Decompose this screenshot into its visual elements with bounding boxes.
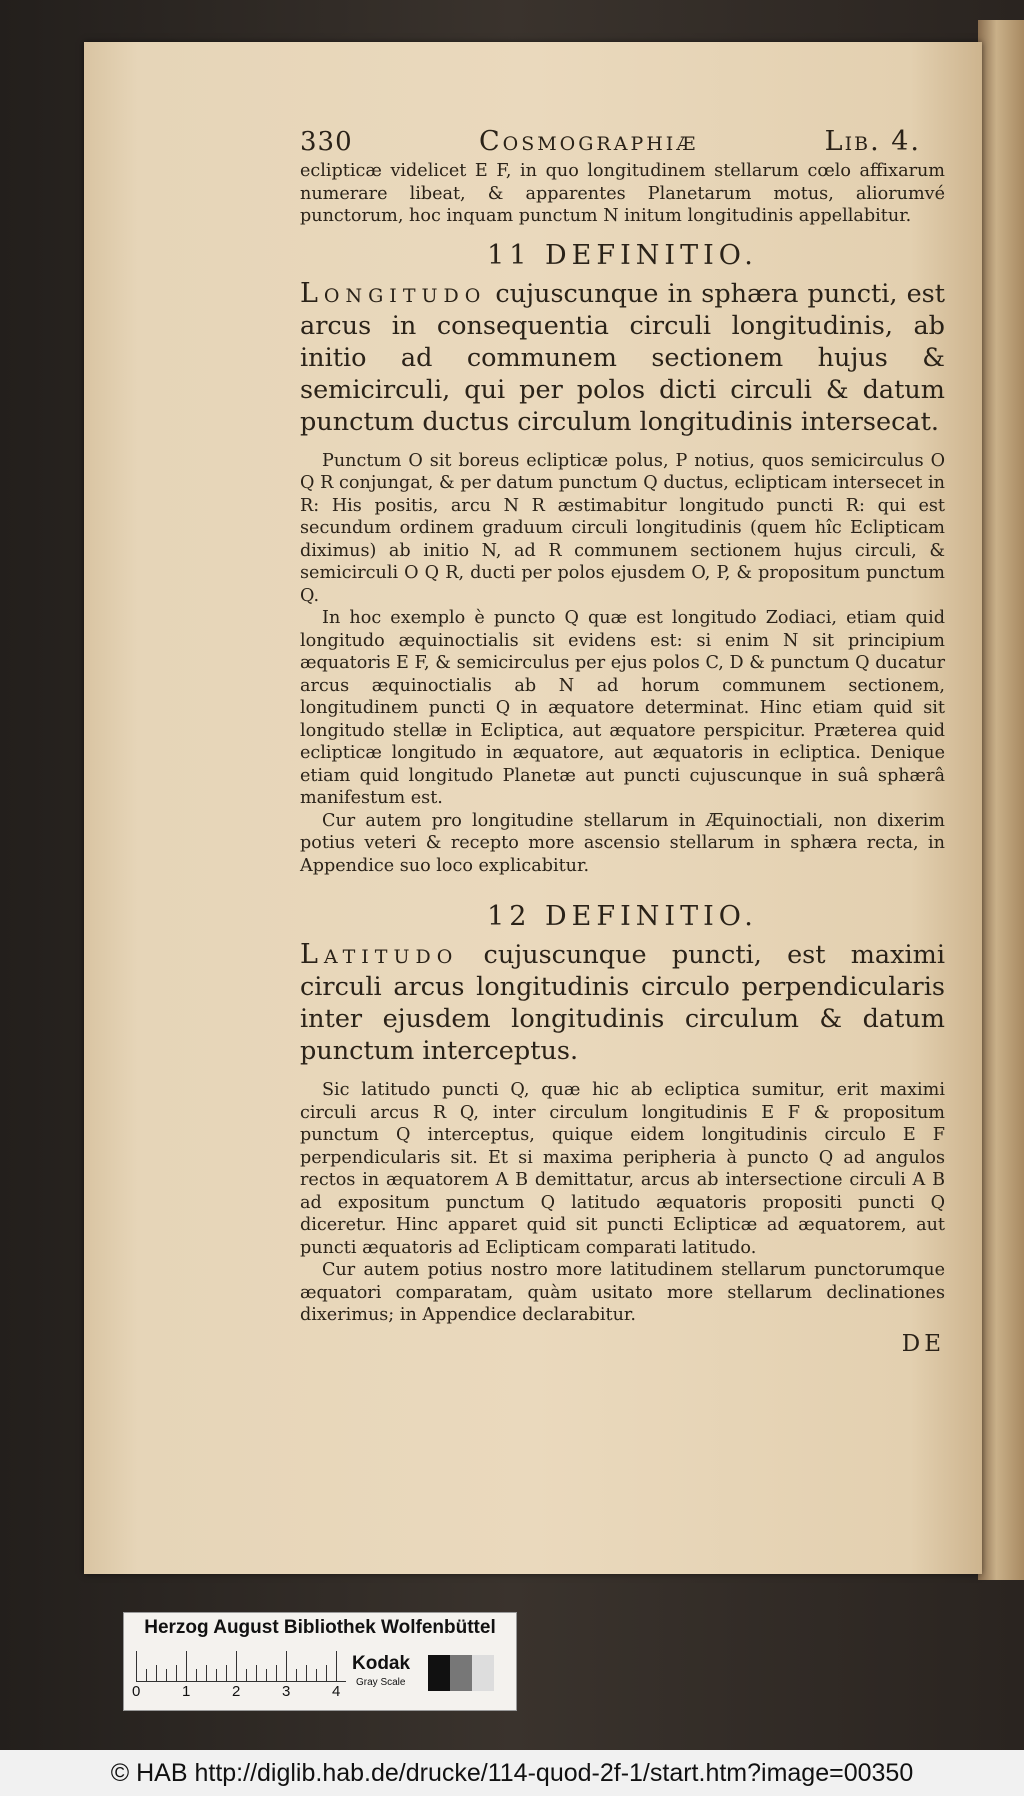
scale-ruler: [136, 1651, 346, 1682]
scale-number: 3: [282, 1683, 291, 1700]
scale-number: 0: [132, 1683, 141, 1700]
page-number: 330: [300, 127, 353, 157]
definition-11-lead: Longitudo: [300, 277, 487, 309]
definition-11-paragraph-3: Cur autem pro longitudine stellarum in Æquinoctiali, non dixerim potius veteri & recepto more ascensio stellarum in sphæra recta, in Appendice suo loco explicabitur.: [300, 810, 945, 876]
gray-scale-label: Gray Scale: [356, 1677, 406, 1688]
book-label: Lib. 4.: [824, 126, 921, 157]
running-header: [300, 126, 945, 160]
definition-11-paragraph-1: Punctum O sit boreus eclipticæ polus, P notius, quos semicirculus O Q R conjungat, & per datum punctum Q ductus, eclipticam intersecet in R: His positis, arcu N R æstimabitur longitudo puncti R: qui est secundum ordinem graduum circuli longitudinis (quem hîc Eclipticam diximus) ab initio N, ad R communem sectionem hujus circuli, & semicirculi O Q R, ducti per polos ejusdem O, P, & propositum punctum Q.: [300, 450, 945, 606]
facing-page-edge: [978, 20, 1024, 1580]
scale-number: 4: [332, 1683, 341, 1700]
page-text: [300, 126, 945, 1361]
light-swatch: [472, 1655, 494, 1691]
definition-11-text: cujuscunque in sphæra puncti, est arcus in consequentia circuli longitudinis, ab initio ad communem sectionem hujus & semicirculi, qui per polos dicti circuli & datum punctum ductus circulum longitudinis intersecat.: [300, 278, 945, 437]
definition-12-statement: [300, 939, 945, 1067]
definition-12-paragraph-1: Sic latitudo puncti Q, quæ hic ab ecliptica sumitur, erit maximi circuli arcus R Q, inter circulum longitudinis E F & propositum punctum Q interceptus, quique eidem longitudinis circulo E F perpendicularis sit. Et si maxima peripheria à puncto Q ad angulos rectos in æquatorem A B demittatur, arcus ab intersectione circuli A B ad expositum punctum Q latitudo æquatoris propositi puncti Q diceretur. Hinc apparet quid sit puncti Eclipticæ ad æquatorem, aut puncti æquatoris ad Eclipticam comparati latitudo.: [300, 1080, 945, 1258]
definition-11-statement: [300, 278, 945, 438]
definition-12-paragraph-2: Cur autem potius nostro more latitudinem stellarum punctorumque æquatori comparatam, quàm usitato more stellarum declinationes dixerimus; in Appendice declarabitur.: [300, 1260, 945, 1325]
running-title: Cosmographiæ: [478, 126, 699, 157]
definition-12-heading: 12 DEFINITIO.: [487, 901, 758, 932]
library-name: Herzog August Bibliothek Wolfenbüttel: [144, 1617, 496, 1638]
definition-11-heading: 11 DEFINITIO.: [487, 239, 758, 271]
color-calibration-card: [123, 1612, 517, 1711]
definition-12-lead: Latitudo: [300, 939, 459, 970]
scale-number: 2: [232, 1683, 241, 1700]
gray-swatch: [450, 1655, 472, 1691]
definition-11-paragraph-2: In hoc exemplo è puncto Q quæ est longitudo Zodiaci, etiam quid longitudo æquinoctialis sit evidens est: si enim N sit principium æquatoris E F, & semicirculus per ejus polos C, D & punctum Q ducatur arcus æquinoctialis ab N ad horum communem sectionem, longitudinem puncti Q in æquatore determinat. Hinc etiam quid sit longitudo stellæ in Ecliptica, aut æquatore perspicitur. Præterea quid eclipticæ longitudo in æquatore, aut æquatoris in ecliptica. Denique etiam quid longitudo Planetæ aut puncti cujuscunque in suâ sphærâ manifestum est.: [300, 608, 945, 808]
black-swatch: [428, 1655, 450, 1691]
opening-paragraph: eclipticæ videlicet E F, in quo longitudinem stellarum cœlo affixarum numerare libeat, & apparentes Planetarum motus, aliorumvé punctorum, hoc inquam punctum N initum longitudinis appellabitur.: [300, 161, 945, 226]
scale-number: 1: [182, 1683, 191, 1700]
definition-12-text: cujuscunque puncti, est maximi circuli arcus longitudinis circulo perpendicularis inter ejusdem longitudinis circulum & datum punctum interceptus.: [300, 940, 945, 1066]
catchword: DE: [901, 1330, 945, 1357]
copyright-footer: © HAB http://diglib.hab.de/drucke/114-quod-2f-1/start.htm?image=00350: [0, 1750, 1024, 1796]
kodak-logo: Kodak: [352, 1653, 411, 1674]
